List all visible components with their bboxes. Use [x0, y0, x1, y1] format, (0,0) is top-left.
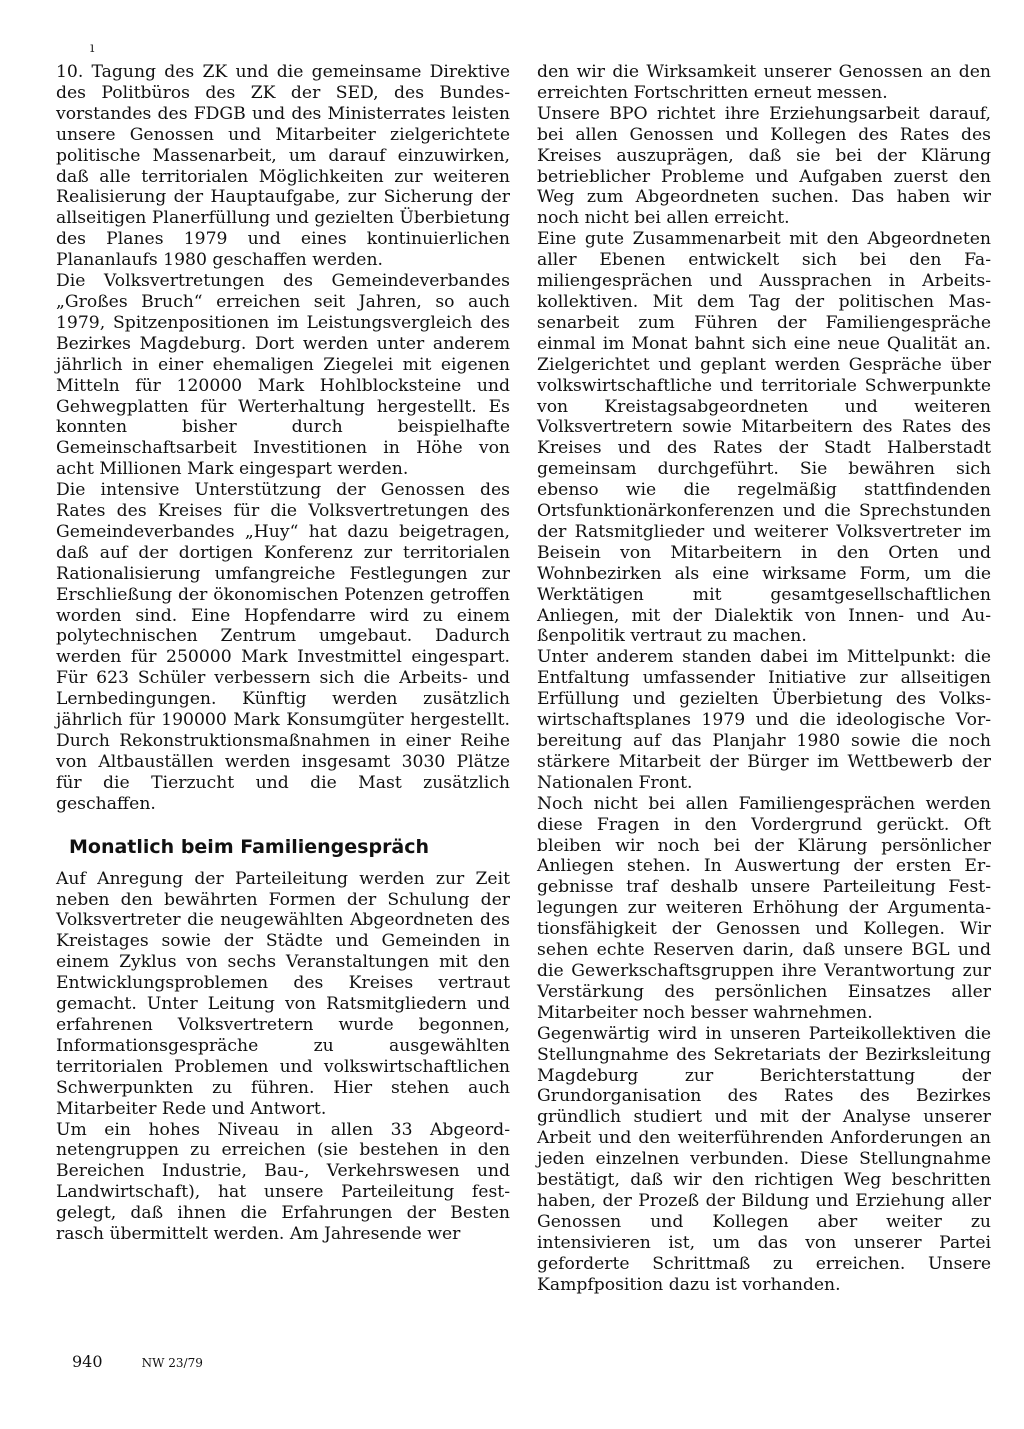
scan-mark: ı: [90, 40, 95, 56]
page-footer: [72, 1352, 203, 1373]
paragraph: Um ein hohes Niveau in allen 33 Abgeordnetengruppen zu erreichen (sie bestehen in den Bereichen Industrie, Bau-, Verkehrswesen und Landwirtschaft), hat unsere Parteileitung festgelegt, daß ihnen die Erfahrungen der Besten rasch übermittelt werden. Am Jahresende wer: [56, 1119, 510, 1245]
section-heading: Monatlich beim Familiengespräch: [69, 835, 430, 858]
issue-label: NW 23/79: [141, 1356, 203, 1370]
paragraph: Die intensive Unterstützung der Genossen des Rates des Kreises für die Volksvertretungen des Gemeindeverbandes „Huy“ hat dazu beigetragen, daß auf der dortigen Konferenz zur territorialen Rationalisierung umfangreiche Festlegungen zur Erschließung der ökonomischen Potenzen getroffen worden sind. Eine Hopfendarre wird zu einem polytechnischen Zentrum umgebaut. Dadurch werden für 250000 Mark Investmittel eingespart. Für 623 Schüler verbessern sich die Arbeits- und Lernbedingungen. Künftig werden zusätzlich jährlich für 190000 Mark Konsumgüter hergestellt. Durch Rekonstruktionsmaßnahmen in einer Reihe von Altbauställen werden insgesamt 3030 Plätze für die Tierzucht und die Mast zusätzlich geschaffen.: [56, 480, 510, 814]
paragraph: Gegenwärtig wird in unseren Parteikollektiven die Stellungnahme des Sekretariats der Bezirksleitung Magdeburg zur Berichterstattung der Grundorganisation des Rates des Bezirkes gründlich studiert und mit der Analyse unserer Arbeit und den weiterführenden Anforderungen an jeden einzelnen verbunden. Diese Stellungnahme bestätigt, daß wir den richtigen Weg beschritten haben, der Prozeß der Bildung und Erziehung aller Genossen und Kollegen aber weiter zu intensivieren ist, um das von unserer Partei geforderte Schrittmaß zu erreichen. Unsere Kampfposition dazu ist vorhanden.: [537, 1023, 991, 1295]
paragraph: Noch nicht bei allen Familiengesprächen werden diese Fragen in den Vordergrund gerückt. Oft bleiben wir noch bei der Klärung persönlicher Anliegen stehen. In Auswertung der ersten Ergebnisse traf deshalb unsere Parteileitung Festlegungen zur weiteren Erhöhung der Argumentationsfähigkeit der Genossen und Kollegen. Wir sehen echte Reserven darin, daß unsere BGL und die Gewerkschaftsgruppen ihre Verantwortung zur Verstärkung des persönlichen Einsatzes aller Mitarbeiter noch besser wahrnehmen.: [537, 793, 991, 1023]
paragraph: Auf Anregung der Parteileitung werden zur Zeit neben den bewährten Formen der Schulung der Volksvertreter die neugewählten Abgeordneten des Kreistages sowie der Städte und Gemeinden in einem Zyklus von sechs Veranstaltungen mit den Entwicklungsproblemen des Kreises vertraut gemacht. Unter Leitung von Ratsmitgliedern und erfahrenen Volksvertretern wurde begonnen, Informationsgespräche zu ausgewählten territorialen Problemen und volkswirtschaftlichen Schwerpunkten zu führen. Hier stehen auch Mitarbeiter Rede und Antwort.: [56, 868, 510, 1119]
paragraph: Unter anderem standen dabei im Mittelpunkt: die Entfaltung umfassender Initiative zur allseitigen Erfüllung und gezielten Überbietung des Volkswirtschaftsplanes 1979 und die ideologische Vorbereitung auf das Planjahr 1980 sowie die noch stärkere Mitarbeit der Bürger im Wettbewerb der Nationalen Front.: [537, 647, 991, 793]
paragraph: den wir die Wirksamkeit unserer Genossen an den erreichten Fortschritten erneut messen.: [537, 62, 991, 103]
paragraph: 10. Tagung des ZK und die gemeinsame Direktive des Politbüros des ZK der SED, des Bundesvorstandes des FDGB und des Ministerrates leisten unsere Genossen und Mitarbeiter zielgerichtete politische Massenarbeit, um darauf einzuwirken, daß alle territorialen Möglichkeiten zur weiteren Realisierung der Hauptaufgabe, zur Sicherung der allseitigen Planerfüllung und gezielten Überbietung des Planes 1979 und eines kontinuierlichen Plananlaufs 1980 geschaffen werden.: [56, 62, 510, 271]
paragraph: Eine gute Zusammenarbeit mit den Abgeordneten aller Ebenen entwickelt sich bei den Familiengesprächen und Aussprachen in Arbeitskollektiven. Mit dem Tag der politischen Massenarbeit zum Führen der Familiengespräche einmal im Monat bahnt sich eine neue Qualität an. Zielgerichtet und geplant werden Gespräche über volkswirtschaftliche und territoriale Schwerpunkte von Kreistagsabgeordneten und weiteren Volksvertretern sowie Mitarbeitern des Rates des Kreises und des Rates der Stadt Halberstadt gemeinsam durchgeführt. Sie bewähren sich ebenso wie die regelmäßig stattfindenden Ortsfunktionärkonferenzen und die Sprechstunden der Ratsmitglieder und weiterer Volksvertreter im Beisein von Mitarbeitern in den Orten und Wohnbezirken als eine wirksame Form, um die Werktätigen mit gesamtgesellschaftlichen Anliegen, mit der Dialektik von Innen- und Außenpolitik vertraut zu machen.: [537, 229, 991, 647]
left-column: [56, 62, 510, 1245]
page-number: 940: [72, 1352, 103, 1371]
paragraph: Unsere BPO richtet ihre Erziehungsarbeit darauf, bei allen Genossen und Kollegen des Rates des Kreises auszuprägen, daß sie bei der Klärung betrieblicher Probleme und Aufgaben zuerst den Weg zum Abgeordneten suchen. Das haben wir noch nicht bei allen erreicht.: [537, 103, 991, 229]
paragraph: Die Volksvertretungen des Gemeindeverbandes „Großes Bruch“ erreichen seit Jahren, so auch 1979, Spitzenpositionen im Leistungsvergleich des Bezirkes Magdeburg. Dort werden unter anderem jährlich in einer ehemaligen Ziegelei mit eigenen Mitteln für 120000 Mark Hohlblocksteine und Gehwegplatten für Werterhaltung hergestellt. Es konnten bisher durch beispielhafte Gemeinschaftsarbeit Investitionen in Höhe von acht Millionen Mark eingespart werden.: [56, 271, 510, 480]
right-column: [537, 62, 991, 1295]
